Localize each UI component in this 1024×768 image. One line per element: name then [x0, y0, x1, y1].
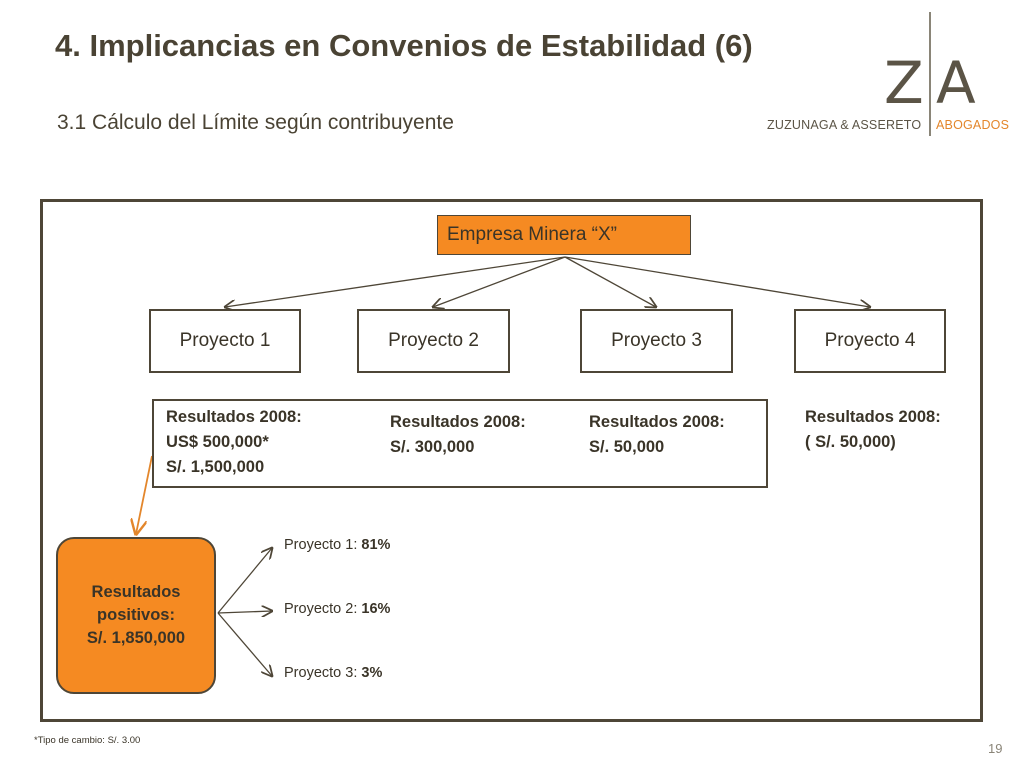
- slide-title: 4. Implicancias en Convenios de Estabilidad (6): [55, 28, 753, 63]
- results-proyecto-4: [805, 405, 941, 455]
- arrow-to-proyecto-2: [433, 257, 565, 307]
- share-label: Proyecto 1:: [284, 537, 362, 553]
- results-heading: Resultados 2008:: [166, 408, 302, 426]
- project-node-3: Proyecto 3: [580, 309, 733, 373]
- project-node-1: Proyecto 1: [149, 309, 301, 373]
- logo-firm-type: ABOGADOS: [936, 118, 1010, 132]
- arrow-to-share-3: [218, 613, 272, 676]
- share-proyecto-2: [284, 601, 390, 617]
- results-heading: Resultados 2008:: [805, 408, 941, 426]
- results-proyecto-1: [166, 405, 302, 480]
- results-heading: Resultados 2008:: [390, 413, 526, 431]
- positive-results-total: S/. 1,850,000: [86, 629, 186, 647]
- share-value: 3%: [361, 665, 383, 681]
- results-value: S/. 300,000: [390, 438, 475, 456]
- results-proyecto-3: [589, 410, 725, 460]
- positive-results-line-1: Resultados: [91, 583, 181, 601]
- share-proyecto-3: [284, 665, 382, 681]
- arrow-to-share-1: [218, 548, 272, 613]
- results-value: S/. 50,000: [589, 438, 665, 456]
- results-heading: Resultados 2008:: [589, 413, 725, 431]
- arrow-to-proyecto-1: [225, 257, 565, 307]
- positive-results-line-2: positivos:: [97, 606, 175, 624]
- project-node-2: Proyecto 2: [357, 309, 510, 373]
- positive-results-node: [56, 537, 216, 694]
- share-label: Proyecto 2:: [284, 601, 362, 617]
- arrow-results-to-positive: [136, 456, 152, 534]
- root-node-empresa: Empresa Minera “X”: [437, 215, 691, 255]
- share-proyecto-1: [284, 537, 390, 553]
- share-value: 16%: [361, 601, 391, 617]
- results-value-usd: US$ 500,000*: [166, 433, 269, 451]
- footnote: *Tipo de cambio: S/. 3.00: [34, 735, 141, 746]
- logo-firm-name: ZUZUNAGA & ASSERETO: [767, 118, 922, 132]
- results-proyecto-2: [390, 410, 526, 460]
- arrow-to-share-2: [218, 611, 272, 613]
- results-value-pen: S/. 1,500,000: [166, 458, 265, 476]
- results-value: ( S/. 50,000): [805, 433, 896, 451]
- slide-subtitle: 3.1 Cálculo del Límite según contribuyente: [57, 111, 454, 134]
- share-value: 81%: [361, 537, 391, 553]
- project-node-4: Proyecto 4: [794, 309, 946, 373]
- share-label: Proyecto 3:: [284, 665, 362, 681]
- page-number: 19: [988, 741, 1003, 756]
- logo-letter-z: Z: [884, 49, 924, 117]
- logo-letter-a: A: [936, 49, 976, 117]
